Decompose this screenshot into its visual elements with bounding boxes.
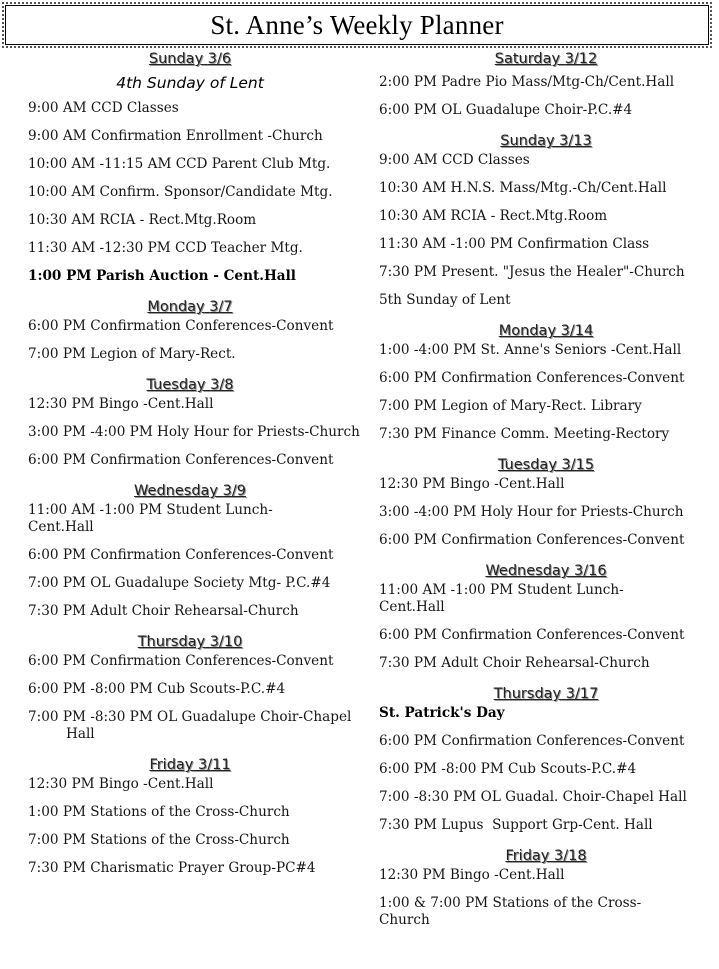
event-item: 6:00 PM Confirmation Conferences-Convent [28,452,334,468]
day-heading-tuesday-3-15 [379,454,713,476]
day-date: 3/18 [554,848,587,864]
event-item: 11:00 AM -1:00 PM Student Lunch-Cent.Hall [379,582,624,615]
event-item: 12:30 PM Bingo -Cent.Hall [379,476,565,492]
day-date: 3/14 [560,323,594,339]
event-item: 6:00 PM Confirmation Conferences-Convent [379,733,685,749]
event-item: 3:00 -4:00 PM Holy Hour for Priests-Church [379,504,684,520]
day-date: 3/8 [210,377,234,393]
day-date: 3/15 [561,457,595,473]
day-name: Sunday [500,133,555,149]
day-heading-thursday-3-10 [0,631,380,653]
day-name: Saturday [494,51,561,67]
event-item: 3:00 PM -4:00 PM Holy Hour for Priests-Church [28,424,360,440]
event-item: 6:00 PM Confirmation Conferences-Convent [379,532,685,548]
page-title: St. Anne’s Weekly Planner [210,9,504,40]
day-name: Monday [498,323,557,339]
event-item: 7:00 PM Stations of the Cross-Church [28,832,290,848]
day-name: Tuesday [146,377,206,393]
event-item: 11:00 AM -1:00 PM Student Lunch-Cent.Hall [28,502,273,535]
day-name: Thursday [493,686,562,702]
event-item: 6:00 PM Confirmation Conferences-Convent [28,653,334,669]
event-item: 10:30 AM H.N.S. Mass/Mtg.-Ch/Cent.Hall [379,180,667,196]
day-name: Friday [505,848,550,864]
event-item: 7:30 PM Finance Comm. Meeting-Rectory [379,426,670,442]
event-item: 7:30 PM Adult Choir Rehearsal-Church [28,603,299,619]
event-item: 6:00 PM Confirmation Conferences-Convent [379,627,685,643]
thursday-note: St. Patrick's Day [379,705,505,721]
day-date: 3/11 [198,757,231,773]
event-item: 12:30 PM Bingo -Cent.Hall [379,867,565,883]
event-item: 6:00 PM Confirmation Conferences-Convent [28,318,334,334]
event-item: 7:00 PM Legion of Mary-Rect. Library [379,398,642,414]
day-heading-sunday-3-13 [379,130,713,152]
right-column [379,48,713,940]
event-item: 6:00 PM Confirmation Conferences-Convent [379,370,685,386]
day-date: 3/6 [207,51,232,67]
day-date: 3/13 [559,133,592,149]
event-item: 6:00 PM -8:00 PM Cub Scouts-P.C.#4 [379,761,637,777]
event-item: 7:00 -8:30 PM OL Guadal. Choir-Chapel Hall [379,789,687,805]
event-item: 10:30 AM RCIA - Rect.Mtg.Room [379,208,608,224]
day-name: Monday [147,299,205,315]
event-item: 10:30 AM RCIA - Rect.Mtg.Room [28,212,257,228]
event-item: 6:00 PM Confirmation Conferences-Convent [28,547,334,563]
event-item: 12:30 PM Bingo -Cent.Hall [28,776,214,792]
left-column [28,48,360,888]
day-name: Thursday [137,634,206,650]
day-date: 3/17 [565,686,599,702]
event-item: 7:30 PM Present. "Jesus the Healer"-Church [379,264,685,280]
event-item: 7:30 PM Lupus Support Grp-Cent. Hall [379,817,653,833]
day-heading-tuesday-3-8 [0,374,380,396]
event-item: 7:00 PM Legion of Mary-Rect. [28,346,236,362]
day-name: Wednesday [134,483,218,499]
day-heading-thursday-3-17 [379,683,713,705]
event-item: 10:00 AM -11:15 AM CCD Parent Club Mtg. [28,156,331,172]
event-item: 5th Sunday of Lent [379,292,511,308]
event-item: 1:00 PM Stations of the Cross-Church [28,804,290,820]
day-heading-wednesday-3-9 [0,480,380,502]
day-heading-monday-3-7 [0,296,380,318]
event-item-highlight: 1:00 PM Parish Auction - Cent.Hall [28,268,296,284]
event-item: 7:00 PM -8:30 PM OL Guadalupe Choir-Chapel Hall [28,709,352,742]
day-name: Friday [149,757,194,773]
day-heading-saturday-3-12 [379,48,713,70]
event-item: 7:30 PM Charismatic Prayer Group-PC#4 [28,860,316,876]
day-heading-sunday-3-6 [0,48,380,70]
day-heading-monday-3-14 [379,320,713,342]
event-item: 1:00 -4:00 PM St. Anne's Seniors -Cent.Hall [379,342,682,358]
day-heading-friday-3-11 [0,754,380,776]
day-date: 3/16 [574,563,607,579]
day-date: 3/7 [209,299,233,315]
day-date: 3/9 [222,483,246,499]
event-item: 9:00 AM Confirmation Enrollment -Church [28,128,323,144]
event-item: 10:00 AM Confirm. Sponsor/Candidate Mtg. [28,184,333,200]
day-date: 3/10 [209,634,243,650]
event-item: 7:00 PM OL Guadalupe Society Mtg- P.C.#4 [28,575,331,591]
event-item: 11:30 AM -12:30 PM CCD Teacher Mtg. [28,240,303,256]
event-item: 2:00 PM Padre Pio Mass/Mtg-Ch/Cent.Hall [379,74,675,90]
planner-title-box [5,5,709,45]
event-item: 9:00 AM CCD Classes [379,152,530,168]
day-heading-wednesday-3-16 [379,560,713,582]
event-item: 12:30 PM Bingo -Cent.Hall [28,396,214,412]
event-item: 6:00 PM -8:00 PM Cub Scouts-P.C.#4 [28,681,286,697]
sunday-note: 4th Sunday of Lent [116,74,264,92]
event-item: 1:00 & 7:00 PM Stations of the Cross-Church [379,895,642,928]
day-name: Wednesday [485,563,570,579]
day-date: 3/12 [564,51,598,67]
event-item: 9:00 AM CCD Classes [28,100,179,116]
event-item: 6:00 PM OL Guadalupe Choir-P.C.#4 [379,102,633,118]
event-item: 7:30 PM Adult Choir Rehearsal-Church [379,655,650,671]
day-heading-friday-3-18 [379,845,713,867]
event-item: 11:30 AM -1:00 PM Confirmation Class [379,236,650,252]
day-name: Sunday [148,51,204,67]
day-name: Tuesday [497,457,557,473]
